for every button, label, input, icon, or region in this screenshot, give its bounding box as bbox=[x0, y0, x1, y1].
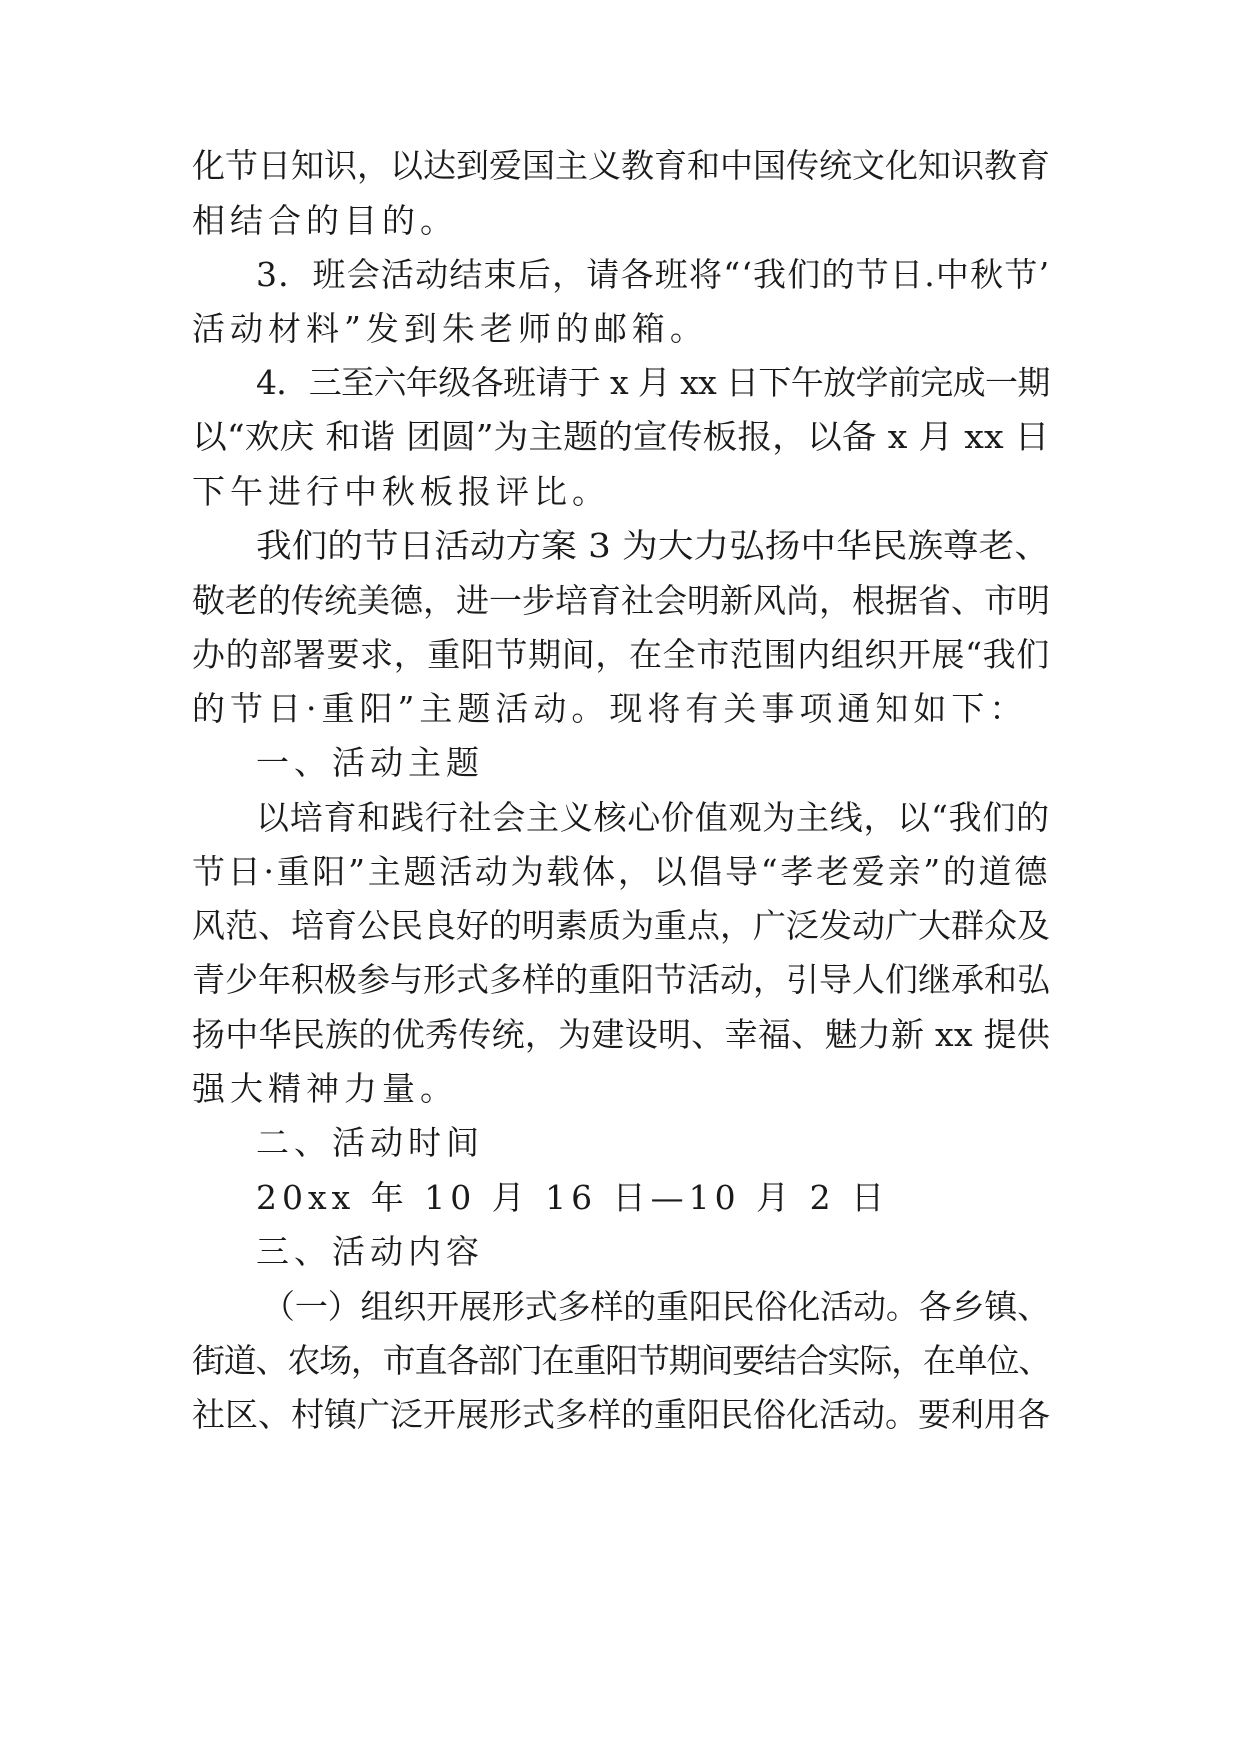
paragraph-line: 节日·重阳”主题活动为载体，以倡导“孝老爱亲”的道德 bbox=[192, 852, 1051, 891]
paragraph-line: 活动材料”发到朱老师的邮箱。 bbox=[192, 309, 708, 348]
paragraph-line: 街道、农场，市直各部门在重阳节期间要结合实际，在单位、 bbox=[192, 1341, 1051, 1380]
paragraph-line: 强大精神力量。 bbox=[192, 1069, 458, 1108]
paragraph-line: （一）组织开展形式多样的重阳民俗化活动。各乡镇、 bbox=[262, 1287, 1051, 1326]
paragraph-line: 4．三至六年级各班请于 x 月 xx 日下午放学前完成一期 bbox=[256, 363, 1050, 402]
paragraph-line: 以培育和践行社会主义核心价值观为主线，以“我们的 bbox=[256, 798, 1050, 837]
paragraph-line: 敬老的传统美德，进一步培育社会明新风尚，根据省、市明 bbox=[192, 581, 1050, 620]
paragraph-line: 社区、村镇广泛开展形式多样的重阳民俗化活动。要利用各 bbox=[192, 1395, 1050, 1434]
paragraph-line: 办的部署要求，重阳节期间，在全市范围内组织开展“我们 bbox=[192, 635, 1050, 674]
paragraph-line: 风范、培育公民良好的明素质为重点，广泛发动广大群众及 bbox=[192, 906, 1050, 945]
paragraph-line: 相结合的目的。 bbox=[192, 201, 458, 240]
paragraph-line: 以“欢庆 和谐 团圆”为主题的宣传板报，以备 x 月 xx 日 bbox=[192, 417, 1050, 456]
paragraph-line: 下午进行中秋板报评比。 bbox=[192, 472, 610, 511]
paragraph-line: 青少年积极参与形式多样的重阳节活动，引导人们继承和弘 bbox=[192, 960, 1050, 999]
paragraph-line: 3．班会活动结束后，请各班将“‘我们的节日.中秋节’ bbox=[256, 255, 1051, 294]
heading-activity-theme: 一、活动主题 bbox=[256, 743, 484, 782]
paragraph-line: 的节日·重阳”主题活动。现将有关事项通知如下： bbox=[192, 689, 1028, 728]
heading-activity-content: 三、活动内容 bbox=[256, 1232, 484, 1271]
paragraph-line: 扬中华民族的优秀传统，为建设明、幸福、魅力新 xx 提供 bbox=[192, 1015, 1051, 1054]
heading-activity-time: 二、活动时间 bbox=[256, 1123, 484, 1162]
activity-date-range: 20xx 年 10 月 16 日—10 月 2 日 bbox=[256, 1178, 890, 1217]
section-title-line: 我们的节日活动方案 3 为大力弘扬中华民族尊老、 bbox=[256, 526, 1050, 565]
paragraph-line: 化节日知识，以达到爱国主义教育和中国传统文化知识教育 bbox=[192, 146, 1050, 185]
